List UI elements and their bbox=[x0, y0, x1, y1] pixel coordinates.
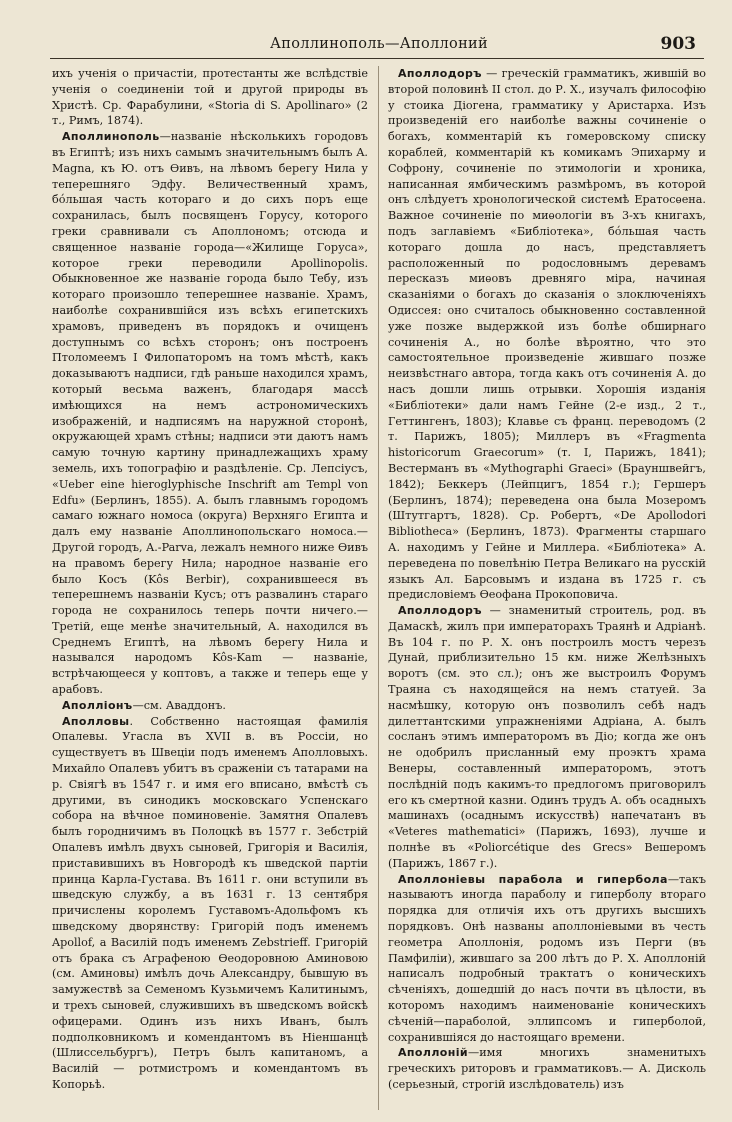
entry-text: — греческій грамматикъ, жившій во второй половинѣ II стол. до Р. Х., изучалъ философію у стоика Діогена, грамматику у Аристарха. Изъ произведеній его наиболѣе важны сочиненіе о богахъ, комментарій къ гомеровскому списку кораблей, комментарій къ комикамъ Эпихарму и Софрону, сочиненіе по этимологіи и хроника, написанная ямбическимъ размѣромъ, въ которой онъ слѣдуетъ хронологической системѣ Ератосѳена. Важное сочиненіе по миѳологіи въ 3-хъ книгахъ, подъ заглавіемъ «Библіотека», бóльшая часть котораго дошла до насъ, представляетъ расположенный по родословнымъ деревамъ пересказъ миѳовъ древняго міра, начиная сказаніями о богахъ до сказанія о злоключеніяхъ Одиссея: оно считалось обыкновенно составленной уже позже выдержкой изъ болѣе обширнаго сочиненія А., но болѣе вѣроятно, что это самостоятельное произведеніе жившаго позже неизвѣстнаго автора, тогда какъ отъ сочиненія А. до насъ дошли лишь отрывки. Хорошія изданія «Библіотеки» дали намъ Гейне (2-е изд., 2 т., Геттингенъ, 1803); Клавье съ франц. переводомъ (2 т. Парижъ, 1805); Миллеръ въ «Fragmenta historicorum Graecorum» (т. I, Парижъ, 1841); Вестерманъ въ «Mythographi Graeci» (Брауншвейгъ, 1842); Беккеръ (Лейпцигъ, 1854 г.); Гершеръ (Берлинъ, 1874); переведена она была Мозеромъ (Штутгартъ, 1828). Ср. Робертъ, «De Apollodori Bibliotheca» (Берлинъ, 1873). Фрагменты старшаго А. находимъ у Гейне и Миллера. «Библіотека» А. переведена по повелѣнію Петра Великаго на русскій языкъ Ал. Барсовымъ и издана въ 1725 г. съ предисловіемъ Ѳеофана Прокоповича. bbox=[388, 67, 706, 602]
headword: Аполловы bbox=[62, 714, 130, 728]
entry-text: —названіе нѣсколькихъ городовъ въ Египтѣ; изъ нихъ самымъ значительнымъ былъ A. Magna, къ Ю. отъ Ѳивъ, на лѣвомъ берегу Нила у теперешняго Эдфу. Величественный храмъ, бóльшая часть котораго и до сихъ поръ еще сохранилась, былъ посвященъ Горусу, которого греки сравнивали съ Аполлономъ; отсюда и священное названіе города—«Жилище Горуса», которое греки переводили Apollinopolis. Обыкновенное же названіе города было Тебу, изъ котораго произошло теперешнее названіе. Храмъ, наиболѣе сохранившійся изъ всѣхъ египетскихъ храмовъ, приведенъ въ порядокъ и очищенъ доступнымъ со всѣхъ сторонъ; онъ построенъ Птоломеемъ I Филопаторомъ на томъ мѣстѣ, какъ доказываютъ надписи, гдѣ раньше находился храмъ, который весьма важенъ, благодаря массѣ имѣющихся на немъ астрономическихъ изображеній, и надписямъ на наружной сторонѣ, окружающей храмъ стѣны; надписи эти даютъ намъ самую точную картину принадлежащихъ храму земель, ихъ топографію и раздѣленіе. Ср. Лепсіусъ, «Ueber eine hieroglyphische Inschrift am Templ von Edfu» (Берлинъ, 1855). А. былъ главнымъ городомъ самаго южнаго номоса (округа) Верхняго Египта и далъ ему названіе Аполлинопольскаго номоса.—Другой городъ, A.-Parva, лежалъ немного ниже Ѳивъ на правомъ берегу Нила; народное названіе его было Косъ (Kôs Berbir), сохранившееся въ теперешнемъ названіи Кусъ; отъ развалинъ стараго города не сохранилось теперь почти ничего.—Третій, еще менѣе значительный, А. находился въ Среднемъ Египтѣ, на лѣвомъ берегу Нила и назывался народомъ Kôs-Kam — названіе, встрѣчающееся у коптовъ, а также и теперь еще у арабовъ. bbox=[52, 130, 368, 697]
header-rule bbox=[50, 58, 704, 59]
entry-text: —такъ называютъ иногда параболу и гиперболу втораго порядка для отличія ихъ отъ другихъ высшихъ порядковъ. Онѣ названы аполлоніевыми въ честь геометра Аполлонія, родомъ изъ Перги (въ Памфиліи), жившаго за 200 лѣтъ до Р. Х. Аполлоній написалъ подробный трактатъ о коническихъ сѣченіяхъ, дошедшій до насъ почти въ цѣлости, въ которомъ находимъ наименованіе коническихъ сѣченій—параболой, эллипсомъ и гиперболой, сохранившіяся до настоящаго времени. bbox=[388, 872, 706, 1044]
entry-apollodor-builder bbox=[388, 603, 706, 872]
left-column bbox=[52, 66, 368, 1093]
entry-continuation: ихъ ученія о причастіи, протестанты же вслѣдствіе ученія о соединеніи той и другой природы въ Христѣ. Ср. Фарабулини, «Storia di S. Apollinaro» (2 т., Римъ, 1874). bbox=[52, 67, 368, 128]
headword: Аполлоній bbox=[398, 1046, 469, 1060]
entry-apollonian-curves bbox=[388, 872, 706, 1046]
entry-text: —см. Аваддонъ. bbox=[132, 698, 226, 712]
entry-apollion bbox=[52, 698, 368, 714]
entry-text: . Собственно настоящая фамилія Опалевы. Угасла въ XVII в. въ Россіи, но существуетъ въ Швеціи подъ именемъ Аполловыхъ. Михайло Опалевъ убитъ въ сраженіи съ татарами на р. Свіягѣ въ 1547 г. и имя его вписано, вмѣстѣ съ другими, въ синодикъ московскаго Успенскаго собора на вѣчное поминовеніе. Замятня Опалевъ былъ городничимъ въ Полоцкѣ въ 1577 г. Зебстрій Опалевъ имѣлъ двухъ сыновей, Григорія и Василія, приставившихъ въ Новгородѣ къ шведской партіи принца Карла-Густава. Въ 1611 г. они вступили въ шведскую службу, а въ 1631 г. 13 сентября причислены королемъ Густавомъ-Адольфомъ къ шведскому дворянству: Григорій подъ именемъ Apollof, а Василій подъ именемъ Zebstrieff. Григорій отъ брака съ Аграфеною Ѳеодоровною Аминовою (см. Аминовы) имѣлъ дочь Александру, бывшую въ замужествѣ за Семеномъ Кузьмичемъ Калитинымъ, и трехъ сыновей, служившихъ въ шведскомъ войскѣ офицерами. Одинъ изъ нихъ Иванъ, былъ подполковникомъ и комендантомъ въ Ніеншанцѣ (Шлиссельбургъ), Петръ былъ капитаномъ, а Василій — ротмистромъ и комендантомъ въ Копорьѣ. bbox=[52, 714, 368, 1091]
page-number: 903 bbox=[660, 34, 696, 54]
running-title: Аполлинополь—Аполлоний bbox=[270, 36, 488, 52]
entry-text: —имя многихъ знаменитыхъ греческихъ риторовъ и грамматиковъ.— А. Дисколь (серьезный, строгій изслѣдователь) изъ bbox=[388, 1046, 706, 1091]
entry-apollinopol bbox=[52, 129, 368, 698]
headword: Аполлодоръ bbox=[398, 67, 482, 80]
right-column bbox=[388, 66, 706, 1093]
page-header bbox=[56, 34, 702, 58]
headword: Аполлинополь bbox=[62, 130, 160, 144]
entry-text: — знаменитый строитель, род. въ Дамаскѣ, жилъ при императорахъ Траянѣ и Адріанѣ. Въ 104 г. по Р. Х. онъ построилъ мостъ черезъ Дунай, приблизительно 15 км. ниже Желѣзныхъ воротъ (см. это сл.); онъ же выстроилъ Форумъ Траяна съ находящейся на немъ статуей. За насмѣшку, которую онъ позволилъ себѣ надъ дилеттантскими упражненіями Адріана, А. былъ сосланъ этимъ императоромъ въ Діо; когда же онъ не одобрилъ присланный ему проэктъ храма Венеры, составленный императоромъ, этотъ послѣдній подъ какимъ-то предлогомъ приговорилъ его къ смертной казни. Одинъ трудъ А. объ осадныхъ машинахъ (осаднымъ искусствѣ) напечатанъ въ «Veteres mathematici» (Парижъ, 1693), лучше и полнѣе въ «Poliorcétique des Grecs» Вешеромъ (Парижъ, 1867 г.). bbox=[388, 604, 706, 870]
headword: Аполліонъ bbox=[62, 698, 133, 712]
entry-apollonii bbox=[388, 1045, 706, 1092]
headword: Аполлоніевы парабола и гипербола bbox=[398, 872, 668, 886]
column-divider bbox=[378, 66, 379, 1110]
entry-apollodor-grammarian bbox=[388, 66, 706, 603]
entry-apollovy bbox=[52, 714, 368, 1093]
headword: Аполлодоръ bbox=[398, 604, 482, 618]
